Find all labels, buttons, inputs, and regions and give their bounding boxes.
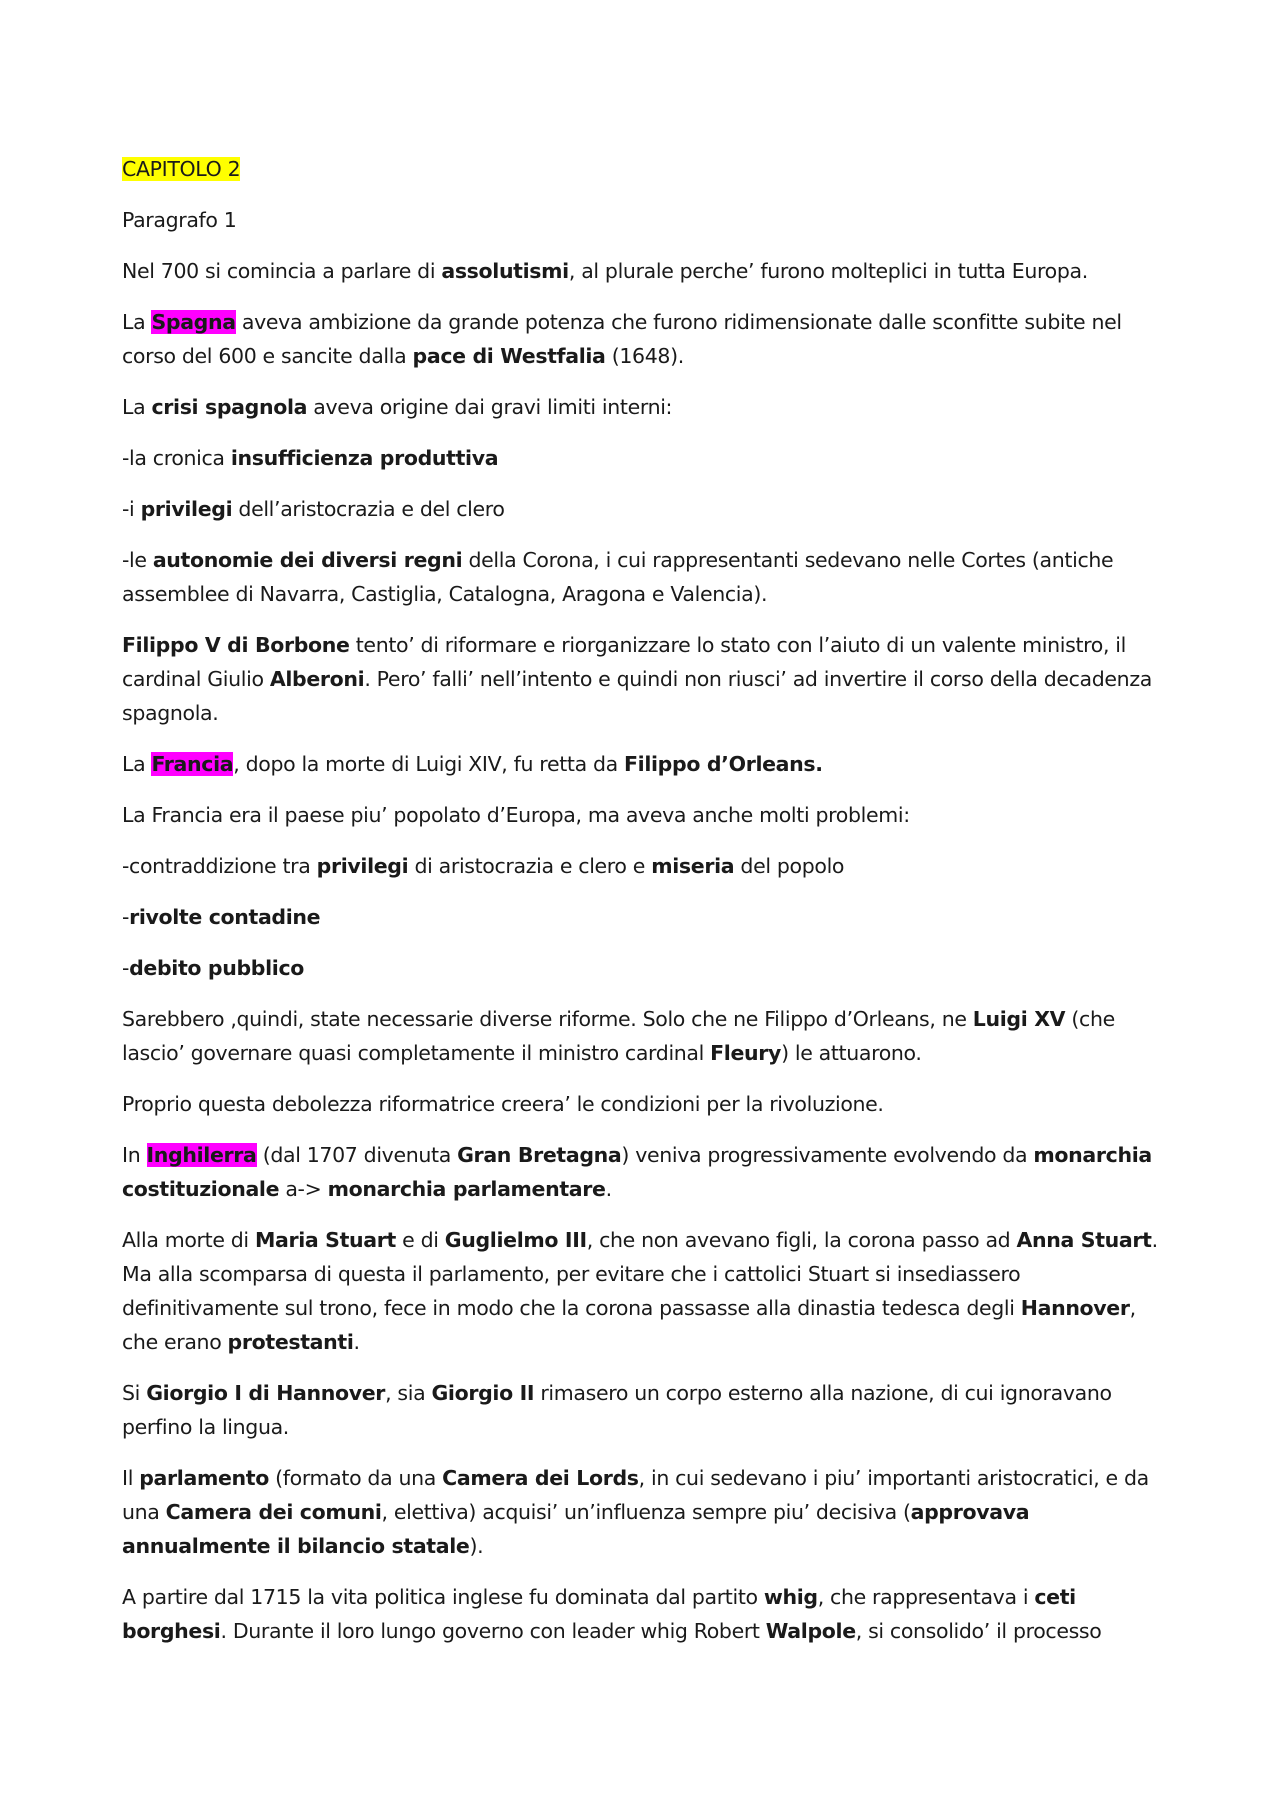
text-run: , elettiva) acquisi’ un’influenza sempre piu’ decisiva ( [381, 1500, 911, 1524]
bold-text: whig [763, 1585, 818, 1609]
text-run: In [122, 1143, 147, 1167]
text-run: Si [122, 1381, 147, 1405]
paragraph [122, 1580, 1160, 1648]
text-run: , dopo la morte di Luigi XIV, fu retta da [233, 752, 624, 776]
paragraph [122, 305, 1160, 373]
bold-text: crisi spagnola [151, 395, 308, 419]
text-run: La [122, 752, 152, 776]
text-run: Nel 700 si comincia a parlare di [122, 259, 442, 283]
text-run: -contraddizione tra [122, 854, 317, 878]
text-run: Alla morte di [122, 1228, 255, 1252]
bold-text: ceti borghesi [122, 1585, 1076, 1643]
text-run: Paragrafo 1 [122, 208, 237, 232]
paragraph [122, 628, 1160, 730]
bold-text: privilegi [316, 854, 409, 878]
paragraph [122, 441, 1160, 475]
text-run: aveva origine dai gravi limiti interni: [307, 395, 673, 419]
paragraph [122, 849, 1160, 883]
bold-text: Gran Bretagna [457, 1143, 622, 1167]
highlighted-text: CAPITOLO 2 [122, 157, 241, 181]
paragraph [122, 798, 1160, 832]
text-run: della Corona, i cui rappresentanti sedevano nelle Cortes (antiche assemblee di Navarra, Castiglia, Catalogna, Aragona e Valencia). [122, 548, 1114, 606]
bold-text: assolutismi [441, 259, 569, 283]
bold-text: Giorgio II [431, 1381, 535, 1405]
bold-text: rivolte contadine [129, 905, 321, 929]
text-run: - [122, 956, 130, 980]
bold-text: monarchia costituzionale [122, 1143, 1152, 1201]
text-run: a-> [279, 1177, 328, 1201]
text-run: (che lascio’ governare quasi completamente il ministro cardinal [122, 1007, 1115, 1065]
text-run: Proprio questa debolezza riformatrice creera’ le condizioni per la rivoluzione. [122, 1092, 884, 1116]
paragraph [122, 492, 1160, 526]
bold-text: Filippo V di Borbone [122, 633, 350, 657]
paragraph [122, 543, 1160, 611]
bold-text: Giorgio I di Hannover [146, 1381, 386, 1405]
text-run: , sia [385, 1381, 432, 1405]
text-run: A partire dal 1715 la vita politica inglese fu dominata dal partito [122, 1585, 764, 1609]
bold-text: Hannover [1020, 1296, 1130, 1320]
text-run: di aristocrazia e clero e [408, 854, 652, 878]
text-run: (dal 1707 divenuta [256, 1143, 458, 1167]
paragraph [122, 1376, 1160, 1444]
text-run: , che non avevano figli, la corona passo ad [586, 1228, 1017, 1252]
text-run: , che rappresentava i [817, 1585, 1035, 1609]
highlighted-text: Francia [151, 752, 234, 776]
bold-text: Guglielmo III [444, 1228, 587, 1252]
text-run: rimasero un corpo esterno alla nazione, di cui ignoravano perfino la lingua. [122, 1381, 1112, 1439]
bold-text: Alberoni [269, 667, 365, 691]
chapter-heading [122, 152, 1160, 186]
text-run: , che erano [122, 1296, 1136, 1354]
highlighted-text: Spagna [151, 310, 236, 334]
paragraph [122, 1002, 1160, 1070]
text-run: , si consolido’ il processo [855, 1619, 1102, 1643]
bold-text: miseria [651, 854, 735, 878]
bold-text: debito pubblico [129, 956, 305, 980]
section-heading [122, 203, 1160, 237]
text-run: Il [122, 1466, 140, 1490]
bold-text: Maria Stuart [254, 1228, 396, 1252]
text-run: dell’aristocrazia e del clero [232, 497, 505, 521]
text-run: e di [395, 1228, 445, 1252]
text-run: -le [122, 548, 153, 572]
bold-text: monarchia parlamentare [327, 1177, 606, 1201]
bold-text: autonomie dei diversi regni [152, 548, 463, 572]
text-run: del popolo [734, 854, 845, 878]
highlighted-text: Inghilerra [146, 1143, 257, 1167]
text-run: La [122, 395, 152, 419]
document-body [122, 152, 1160, 1648]
paragraph [122, 254, 1160, 288]
paragraph [122, 390, 1160, 424]
text-run: . Ma alla scomparsa di questa il parlamento, per evitare che i cattolici Stuart si insediassero definitivamente sul trono, fece in modo che la corona passasse alla dinastia tedesca degli [122, 1228, 1158, 1320]
text-run: (1648). [605, 344, 684, 368]
paragraph [122, 1223, 1160, 1359]
text-run: ) le attuarono. [781, 1041, 922, 1065]
bold-text: pace di Westfalia [412, 344, 606, 368]
bold-text: Filippo d’Orleans. [624, 752, 823, 776]
bold-text: Fleury [710, 1041, 782, 1065]
bold-text: parlamento [139, 1466, 269, 1490]
text-run: . Durante il loro lungo governo con leader whig Robert [220, 1619, 766, 1643]
text-run: aveva ambizione da grande potenza che furono ridimensionate dalle sconfitte subite nel corso del 600 e sancite dalla [122, 310, 1122, 368]
bold-text: Luigi XV [972, 1007, 1066, 1031]
text-run: , in cui sedevano i piu’ importanti aristocratici, e da una [122, 1466, 1149, 1524]
paragraph [122, 1087, 1160, 1121]
text-run: . Pero’ falli’ nell’intento e quindi non riusci’ ad invertire il corso della decadenza spagnola. [122, 667, 1152, 725]
text-run: tento’ di riformare e riorganizzare lo stato con l’aiuto di un valente ministro, il cardinal Giulio [122, 633, 1126, 691]
paragraph [122, 747, 1160, 781]
paragraph [122, 900, 1160, 934]
text-run: . [353, 1330, 360, 1354]
bold-text: Camera dei comuni [165, 1500, 382, 1524]
text-run: ). [469, 1534, 484, 1558]
bold-text: Camera dei Lords [442, 1466, 639, 1490]
text-run: (formato da una [268, 1466, 443, 1490]
paragraph [122, 1461, 1160, 1563]
text-run: . [605, 1177, 612, 1201]
bold-text: insufficienza produttiva [230, 446, 499, 470]
text-run: La [122, 310, 152, 334]
paragraph [122, 951, 1160, 985]
text-run: -i [122, 497, 141, 521]
text-run: , al plurale perche’ furono molteplici in tutta Europa. [568, 259, 1088, 283]
bold-text: privilegi [140, 497, 233, 521]
bold-text: protestanti [227, 1330, 354, 1354]
text-run: - [122, 905, 130, 929]
paragraph [122, 1138, 1160, 1206]
text-run: -la cronica [122, 446, 231, 470]
text-run: La Francia era il paese piu’ popolato d’Europa, ma aveva anche molti problemi: [122, 803, 910, 827]
bold-text: Walpole [765, 1619, 856, 1643]
bold-text: Anna Stuart [1016, 1228, 1152, 1252]
bold-text: approvava annualmente il bilancio statale [122, 1500, 1030, 1558]
text-run: ) veniva progressivamente evolvendo da [621, 1143, 1034, 1167]
text-run: Sarebbero ,quindi, state necessarie diverse riforme. Solo che ne Filippo d’Orleans, ne [122, 1007, 973, 1031]
